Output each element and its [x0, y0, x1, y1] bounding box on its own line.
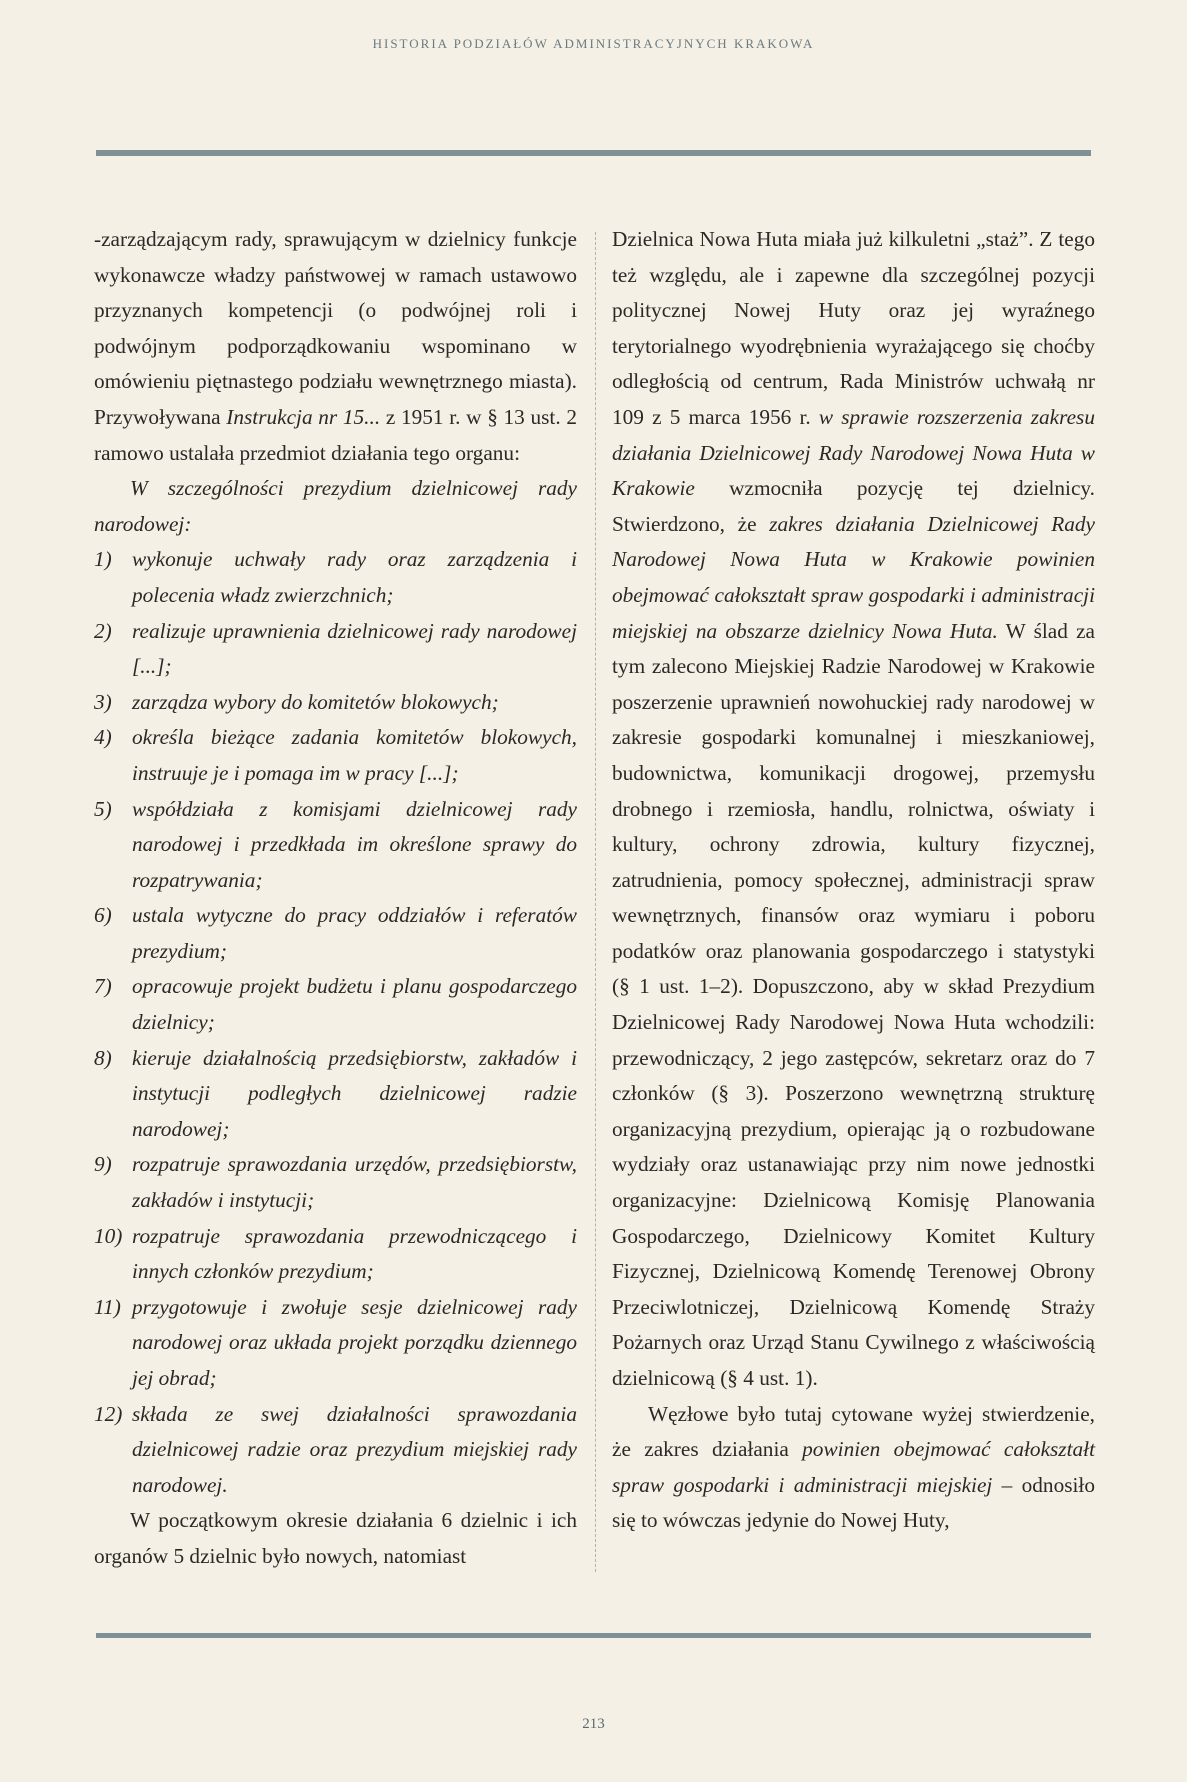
list-number: 9): [94, 1152, 112, 1177]
list-number: 8): [94, 1045, 112, 1070]
list-text: współdziała z komisjami dzielnicowej rady narodowej i przedkłada im określone sprawy do rozpatrywania;: [132, 796, 577, 892]
quote-intro: W szczególności prezydium dzielnicowej rady narodowej:: [94, 476, 577, 536]
left-paragraph-2: W początkowym okresie działania 6 dzielnic i ich organów 5 dzielnic było nowych, natomiast: [94, 1508, 577, 1568]
list-text: rozpatruje sprawozdania przewodniczącego i innych członków prezydium;: [132, 1223, 577, 1284]
list-item: [94, 1290, 577, 1397]
list-text: zarządza wybory do komitetów blokowych;: [132, 689, 499, 714]
italic-run: w sprawie rozszerzenia zakresu działania Dzielnicowej Rady Narodowej Nowa Huta w Krakowie: [612, 404, 1095, 501]
bottom-rule: [96, 1633, 1091, 1638]
list-item: [94, 898, 577, 969]
list-number: 3): [94, 689, 112, 714]
list-number: 12): [94, 1401, 123, 1426]
list-text: kieruje działalnością przedsiębiorstw, zakładów i instytucji podległych dzielnicowej radzie narodowej;: [132, 1045, 577, 1141]
list-number: 10): [94, 1223, 123, 1248]
list-number: 5): [94, 796, 112, 821]
list-number: 1): [94, 547, 112, 572]
list-text: wykonuje uchwały rady oraz zarządzenia i polecenia władz zwierzchnich;: [132, 547, 577, 607]
list-number: 4): [94, 725, 112, 750]
italic-run: zakres działania Dzielnicowej Rady Narodowej Nowa Huta w Krakowie powinien obejmować całokształt spraw gospodarki i administracji miejskiej na obszarze dzielnicy Nowa Huta.: [612, 511, 1095, 643]
list-item: [94, 1397, 577, 1504]
list-text: realizuje uprawnienia dzielnicowej rady narodowej [...];: [132, 618, 577, 679]
list-item: [94, 969, 577, 1040]
text-run: Dzielnica Nowa Huta miała już kilkuletni „staż”. Z tego też względu, ale i zapewne dla szczególnej pozycji politycznej Nowej Huty oraz jej wyraźnego terytorialnego wyodrębnienia wyrażającego się choćby odległością od centrum, Rada Ministrów uchwałą nr 109 z 5 marca 1956 r.: [612, 227, 1095, 429]
list-text: określa bieżące zadania komitetów blokowych, instruuje je i pomaga im w pracy [...];: [132, 725, 577, 785]
list-text: ustala wytyczne do pracy oddziałów i referatów prezydium;: [132, 903, 577, 963]
list-number: 7): [94, 974, 112, 999]
list-text: składa ze swej działalności sprawozdania dzielnicowej radzie oraz prezydium miejskiej rady narodowej.: [132, 1401, 577, 1497]
right-paragraph-2: [612, 1397, 1095, 1539]
list-text: opracowuje projekt budżetu i planu gospodarczego dzielnicy;: [132, 974, 577, 1035]
list-item: [94, 1041, 577, 1148]
list-number: 2): [94, 618, 112, 643]
list-item: [94, 614, 577, 685]
list-item: [94, 1219, 577, 1290]
list-number: 11): [94, 1294, 121, 1319]
list-text: rozpatruje sprawozdania urzędów, przedsiębiorstw, zakładów i instytucji;: [132, 1152, 577, 1213]
text-run: wzmocniła pozycję tej dzielnicy. Stwierdzono, że: [612, 476, 1095, 536]
list-item: [94, 685, 577, 721]
column-divider: [595, 232, 596, 1572]
list-text: przygotowuje i zwołuje sesje dzielnicowej rady narodowej oraz układa projekt porządku dziennego jej obrad;: [132, 1294, 577, 1390]
text-run: – odnosiło się to wówczas jedynie do Nowej Huty,: [612, 1472, 1095, 1533]
text-run: z 1951 r. w § 13 ust. 2 ramowo ustalała przedmiot działania tego organu:: [94, 404, 577, 465]
left-column: [94, 222, 577, 1575]
right-column: [612, 222, 1095, 1539]
list-item: [94, 1147, 577, 1218]
left-paragraph-1: [94, 222, 577, 471]
running-head: HISTORIA PODZIAŁÓW ADMINISTRACYJNYCH KRAKOWA: [372, 36, 815, 51]
page-number: 213: [582, 1716, 605, 1732]
italic-run: Instrukcja nr 15...: [226, 404, 381, 429]
list-item: [94, 792, 577, 899]
text-run: Węzłowe było tutaj cytowane wyżej stwierdzenie, że zakres działania: [612, 1401, 1095, 1462]
right-paragraph-1: [612, 222, 1095, 1397]
list-item: [94, 720, 577, 791]
list-item: [94, 542, 577, 613]
list-number: 6): [94, 903, 112, 928]
text-run: -zarządzającym rady, sprawującym w dzielnicy funkcje wykonawcze władzy państwowej w ramach ustawowo przyznanych kompetencji (o podwójnej roli i podwójnym podporządkowaniu wspominano w omówieniu piętnastego podziału wewnętrznego miasta). Przywoływana: [94, 227, 577, 429]
text-run: W ślad za tym zalecono Miejskiej Radzie Narodowej w Krakowie poszerzenie uprawnień nowohuckiej rady narodowej w zakresie gospodarki komunalnej i mieszkaniowej, budownictwa, komunikacji drogowej, przemysłu drobnego i rzemiosła, handlu, rolnictwa, oświaty i kultury, ochrony zdrowia, kultury fizycznej, zatrudnienia, pomocy społecznej, administracji spraw wewnętrznych, finansów oraz wymiaru i poboru podatków oraz planowania gospodarczego i statystyki (§ 1 ust. 1–2). Dopuszczono, aby w skład Prezydium Dzielnicowej Rady Narodowej Nowa Huta wchodzili: przewodniczący, 2 jego zastępców, sekretarz oraz do 7 członków (§ 3). Poszerzono wewnętrzną strukturę organizacyjną prezydium, opierając ją o rozbudowane wydziały oraz ustanawiając przy nim nowe jednostki organizacyjne: Dzielnicową Komisję Planowania Gospodarczego, Dzielnicowy Komitet Kultury Fizycznej, Dzielnicową Komendę Terenowej Obrony Przeciwlotniczej, Dzielnicową Komendę Straży Pożarnych oraz Urząd Stanu Cywilnego z właściwością dzielnicową (§ 4 ust. 1).: [612, 618, 1095, 1390]
italic-run: powinien obejmować całokształt spraw gospodarki i administracji miejskiej: [612, 1437, 1095, 1497]
top-rule: [96, 150, 1091, 156]
quoted-list: [94, 542, 577, 1503]
